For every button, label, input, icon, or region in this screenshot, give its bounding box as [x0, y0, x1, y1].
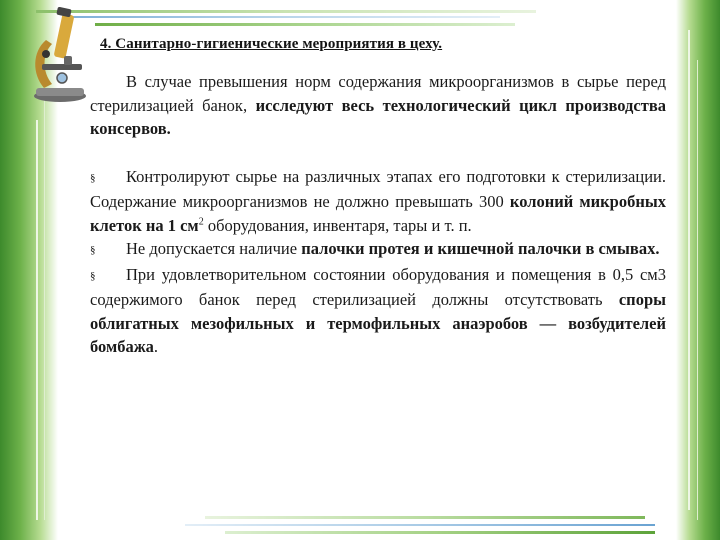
- right-accent-line-thin: [697, 60, 698, 520]
- bottom-stripe-green-2: [225, 531, 655, 534]
- top-stripe-blue: [70, 16, 500, 18]
- top-stripe-green: [36, 10, 536, 13]
- intro-bold-text: исследуют весь технологический цикл производства консервов.: [90, 95, 666, 138]
- bullet-bold-text: споры облигатных мезофильных и термофильных анаэробов — возбудителей бомбажа: [90, 290, 666, 356]
- bottom-stripe-blue: [185, 524, 655, 526]
- microscope-icon: [24, 4, 90, 104]
- bullet-text-end: оборудования, инвентаря, тары и т. п.: [203, 215, 472, 235]
- bullet-bold-text: палочки протея и кишечной палочки в смывах.: [301, 239, 660, 258]
- superscript: 2: [198, 216, 204, 227]
- bullet-bold-text: колоний микробных клеток на 1 см: [90, 192, 666, 235]
- slide-title: 4. Санитарно-гигиенические мероприятия в цеху.: [100, 36, 443, 52]
- paragraph-spacer: [90, 141, 666, 165]
- bottom-stripe-green: [205, 516, 645, 519]
- left-accent-line-thin: [44, 80, 45, 520]
- bullet-item-raw-material: [90, 165, 666, 238]
- intro-text: В случае превышения норм содержания микроорганизмов в сырье перед стерилизацией банок,: [90, 72, 666, 115]
- top-stripe-green-2: [95, 23, 515, 26]
- bullet-icon: §: [90, 269, 96, 282]
- bullet-text: При удовлетворительном состоянии оборудования и помещения в 0,5 см3 содержимого банок перед стерилизацией должны отсутствовать: [90, 264, 666, 309]
- slide-body: [90, 70, 666, 359]
- bullet-icon: §: [90, 244, 96, 256]
- right-accent-line: [688, 30, 690, 510]
- bullet-text-end: .: [153, 337, 159, 356]
- bullet-text: Контролируют сырье на различных этапах его подготовки к стерилизации. Содержание микроорганизмов не должно превышать 300: [90, 166, 666, 211]
- left-accent-line: [36, 120, 38, 520]
- bullet-text: Не допускается наличие: [126, 239, 302, 258]
- bullet-item-spores: [90, 263, 666, 359]
- bullet-icon: §: [90, 171, 96, 184]
- bullet-item-proteus: [90, 237, 666, 263]
- intro-paragraph: [90, 70, 666, 141]
- right-green-border: [676, 0, 720, 540]
